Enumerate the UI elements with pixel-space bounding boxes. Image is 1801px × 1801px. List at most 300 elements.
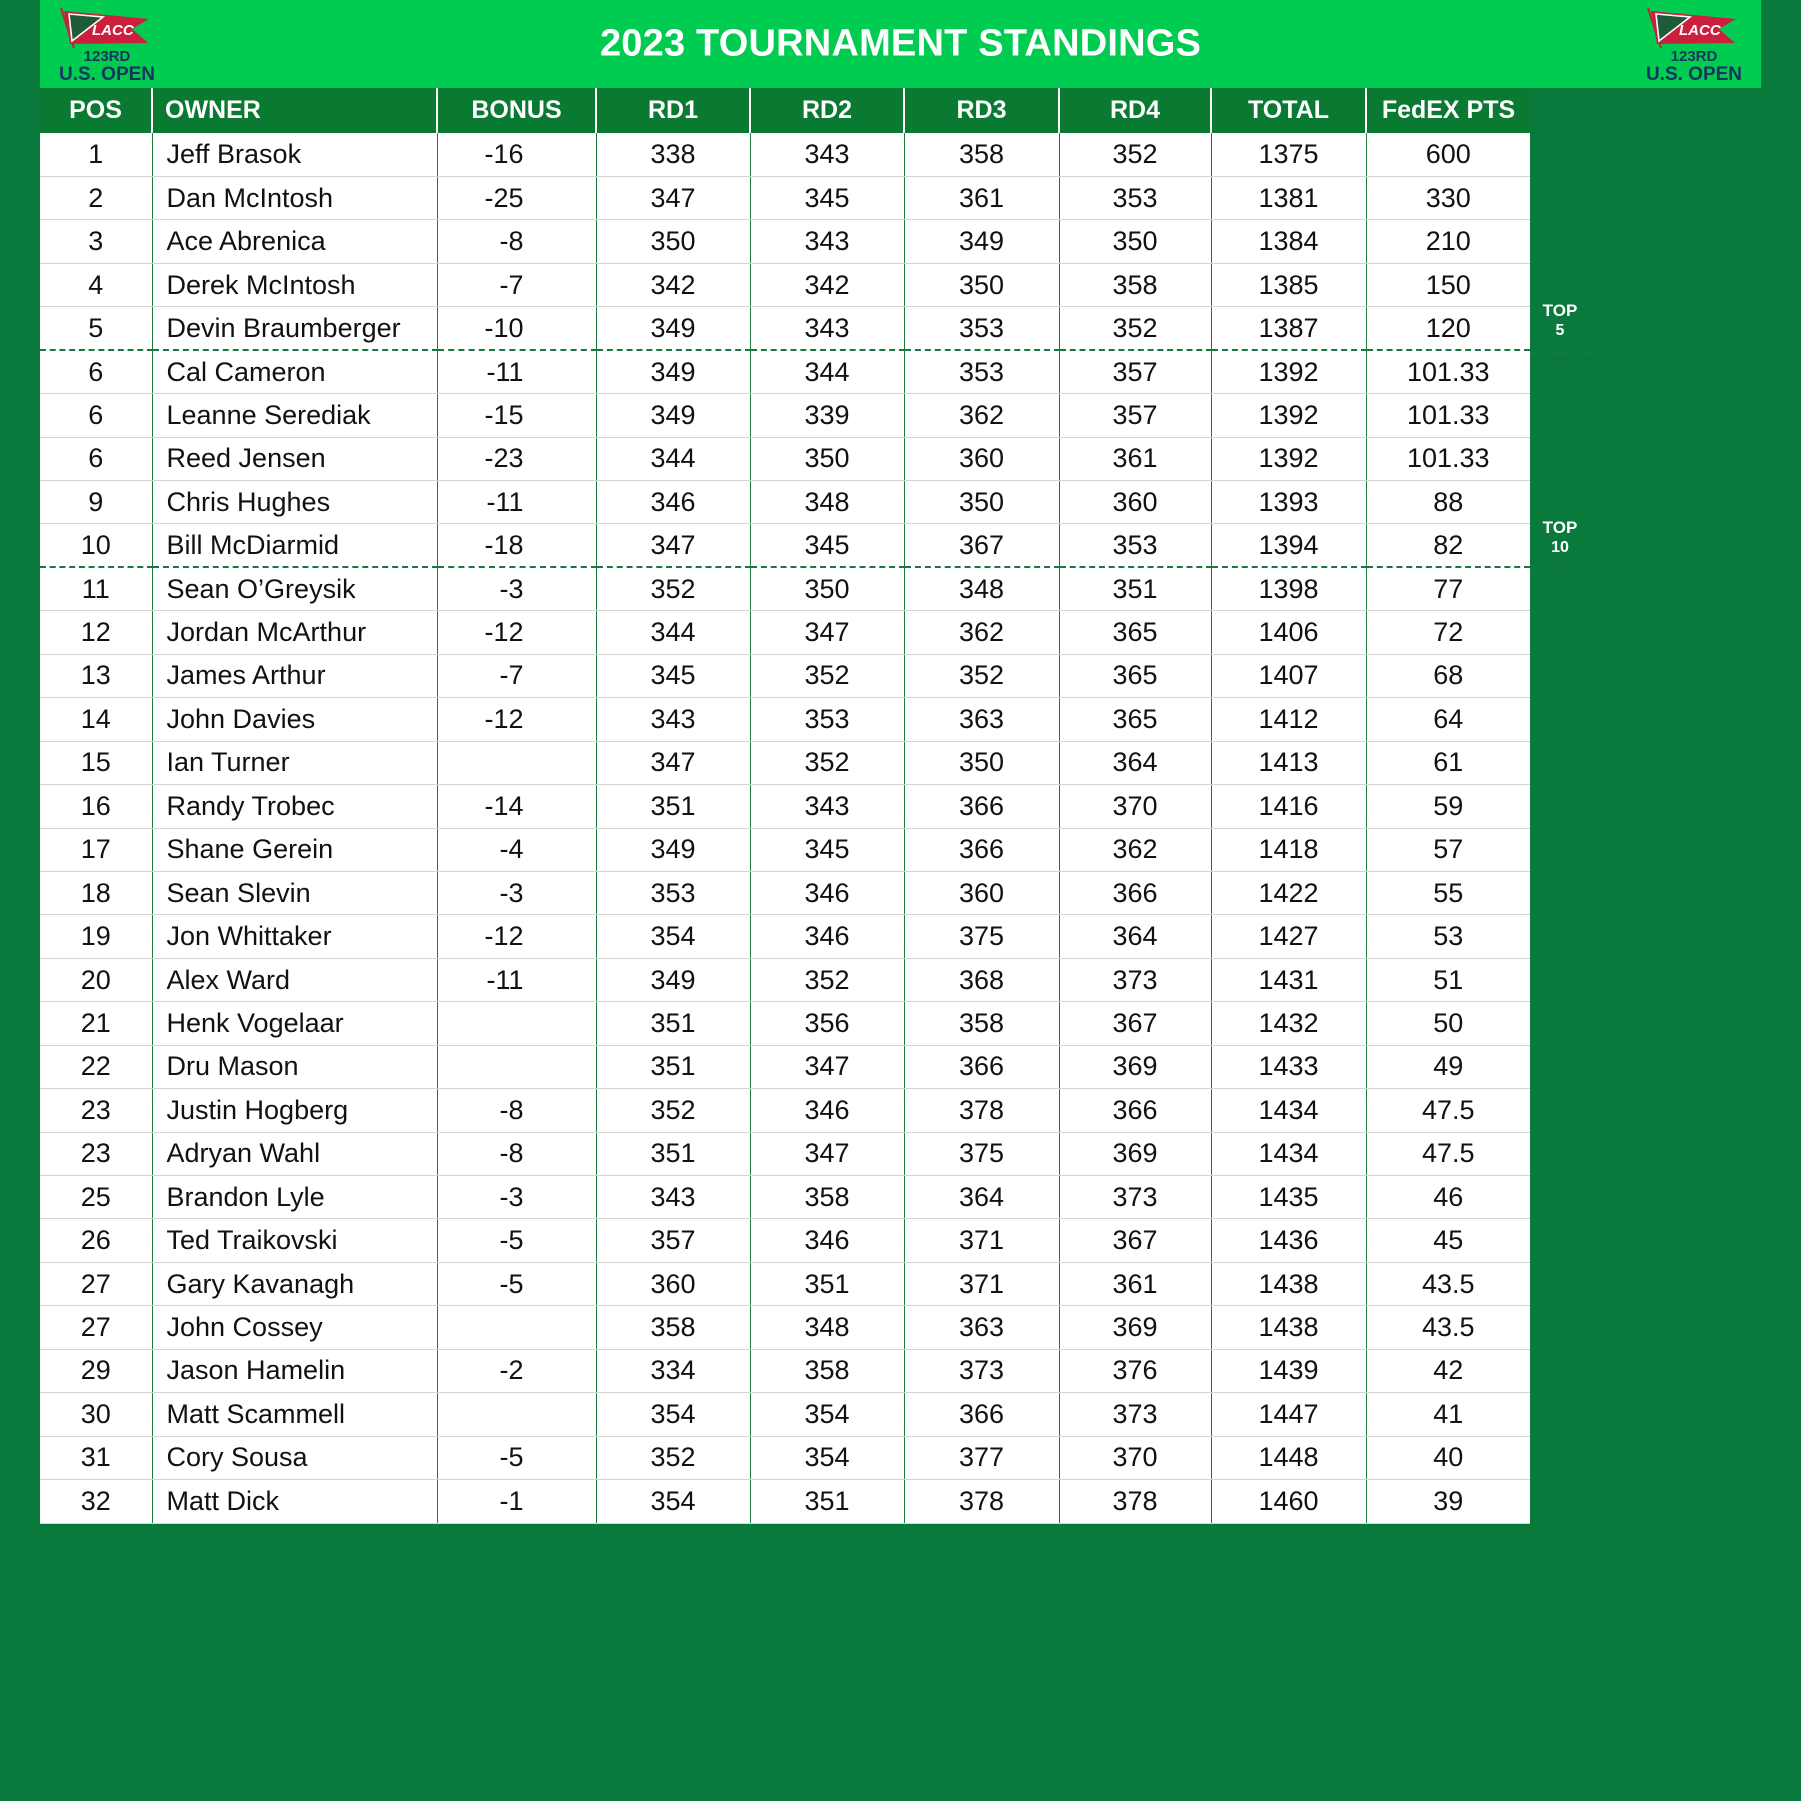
- cell-pos: 27: [40, 1262, 152, 1305]
- cell-rd3: 377: [904, 1436, 1059, 1479]
- cell-bonus: -12: [437, 698, 596, 741]
- cell-rd1: 351: [596, 1132, 750, 1175]
- table-row: [40, 741, 1530, 784]
- cell-total: 1384: [1211, 220, 1366, 263]
- cell-rd2: 342: [750, 263, 904, 306]
- lacc-logo-left: [48, 2, 166, 86]
- cell-pos: 6: [40, 394, 152, 437]
- cell-bonus: -18: [437, 524, 596, 567]
- cell-bonus: -11: [437, 481, 596, 524]
- cell-owner: Randy Trobec: [152, 785, 437, 828]
- cell-bonus: -15: [437, 394, 596, 437]
- cell-rd1: 347: [596, 524, 750, 567]
- cell-pos: 10: [40, 524, 152, 567]
- cell-total: 1460: [1211, 1480, 1366, 1523]
- cell-rd4: 350: [1059, 220, 1211, 263]
- cell-total: 1433: [1211, 1045, 1366, 1088]
- cell-fedex: 50: [1366, 1002, 1530, 1045]
- cell-fedex: 120: [1366, 307, 1530, 350]
- cell-bonus: -11: [437, 350, 596, 393]
- cell-rd3: 350: [904, 263, 1059, 306]
- cell-owner: Sean Slevin: [152, 871, 437, 914]
- cell-rd1: 349: [596, 828, 750, 871]
- cell-rd1: 344: [596, 611, 750, 654]
- cell-rd3: 373: [904, 1349, 1059, 1392]
- cell-rd2: 347: [750, 1132, 904, 1175]
- cell-owner: Jason Hamelin: [152, 1349, 437, 1392]
- cell-pos: 18: [40, 871, 152, 914]
- table-row: [40, 1349, 1530, 1392]
- table-row: [40, 698, 1530, 741]
- cell-rd4: 369: [1059, 1306, 1211, 1349]
- cell-fedex: 51: [1366, 958, 1530, 1001]
- cell-fedex: 150: [1366, 263, 1530, 306]
- cell-total: 1392: [1211, 437, 1366, 480]
- cell-rd2: 345: [750, 524, 904, 567]
- cell-rd1: 338: [596, 133, 750, 176]
- cell-pos: 4: [40, 263, 152, 306]
- cell-bonus: -23: [437, 437, 596, 480]
- table-row: [40, 958, 1530, 1001]
- cell-pos: 6: [40, 350, 152, 393]
- cell-total: 1393: [1211, 481, 1366, 524]
- cell-bonus: -14: [437, 785, 596, 828]
- cell-rd1: 351: [596, 785, 750, 828]
- standings-table: [40, 88, 1530, 1524]
- cell-rd1: 357: [596, 1219, 750, 1262]
- cell-pos: 27: [40, 1306, 152, 1349]
- cell-rd3: 368: [904, 958, 1059, 1001]
- cell-rd3: 367: [904, 524, 1059, 567]
- top-10-separator-extension: [1530, 569, 1590, 571]
- cell-rd4: 370: [1059, 785, 1211, 828]
- cell-pos: 22: [40, 1045, 152, 1088]
- table-row: [40, 915, 1530, 958]
- column-header-owner: OWNER: [152, 88, 437, 133]
- cell-rd4: 351: [1059, 567, 1211, 610]
- cell-pos: 21: [40, 1002, 152, 1045]
- cell-rd3: 366: [904, 828, 1059, 871]
- top-10-label-title: TOP: [1542, 518, 1578, 537]
- cell-rd4: 364: [1059, 741, 1211, 784]
- cell-fedex: 55: [1366, 871, 1530, 914]
- cell-owner: Matt Scammell: [152, 1393, 437, 1436]
- cell-rd2: 354: [750, 1436, 904, 1479]
- cell-rd4: 365: [1059, 611, 1211, 654]
- cell-owner: Adryan Wahl: [152, 1132, 437, 1175]
- cell-rd4: 365: [1059, 698, 1211, 741]
- cell-bonus: -5: [437, 1262, 596, 1305]
- table-row: [40, 611, 1530, 654]
- cell-rd1: 344: [596, 437, 750, 480]
- cell-owner: Cal Cameron: [152, 350, 437, 393]
- cell-bonus: -5: [437, 1436, 596, 1479]
- cell-rd3: 366: [904, 1045, 1059, 1088]
- cell-rd2: 348: [750, 1306, 904, 1349]
- table-row: [40, 220, 1530, 263]
- cell-rd4: 378: [1059, 1480, 1211, 1523]
- cell-rd4: 367: [1059, 1219, 1211, 1262]
- logo-edition-right: 123RD: [1670, 48, 1718, 65]
- cell-total: 1431: [1211, 958, 1366, 1001]
- cell-rd4: 353: [1059, 176, 1211, 219]
- cell-owner: Matt Dick: [152, 1480, 437, 1523]
- cell-fedex: 47.5: [1366, 1089, 1530, 1132]
- cell-rd4: 376: [1059, 1349, 1211, 1392]
- cell-rd1: 353: [596, 871, 750, 914]
- cell-rd2: 358: [750, 1176, 904, 1219]
- cell-bonus: [437, 1045, 596, 1088]
- standings-table-wrap: [40, 88, 1530, 1524]
- cell-fedex: 57: [1366, 828, 1530, 871]
- cell-total: 1435: [1211, 1176, 1366, 1219]
- cell-rd2: 345: [750, 176, 904, 219]
- cell-rd2: 343: [750, 785, 904, 828]
- cell-total: 1392: [1211, 350, 1366, 393]
- cell-total: 1385: [1211, 263, 1366, 306]
- cell-rd4: 353: [1059, 524, 1211, 567]
- cell-pos: 23: [40, 1089, 152, 1132]
- cell-fedex: 53: [1366, 915, 1530, 958]
- cell-pos: 20: [40, 958, 152, 1001]
- table-row: [40, 828, 1530, 871]
- cell-fedex: 210: [1366, 220, 1530, 263]
- cell-bonus: -3: [437, 567, 596, 610]
- cell-rd4: 366: [1059, 871, 1211, 914]
- cell-pos: 17: [40, 828, 152, 871]
- cell-owner: Leanne Serediak: [152, 394, 437, 437]
- cell-rd1: 354: [596, 915, 750, 958]
- cell-rd1: 343: [596, 1176, 750, 1219]
- cell-bonus: -4: [437, 828, 596, 871]
- cell-rd4: 369: [1059, 1045, 1211, 1088]
- cell-bonus: -25: [437, 176, 596, 219]
- standings-table-body: [40, 133, 1530, 1523]
- cell-owner: Jordan McArthur: [152, 611, 437, 654]
- cell-pos: 15: [40, 741, 152, 784]
- cell-rd1: 349: [596, 394, 750, 437]
- table-row: [40, 785, 1530, 828]
- cell-rd2: 352: [750, 654, 904, 697]
- cell-rd2: 343: [750, 220, 904, 263]
- cell-rd4: 364: [1059, 915, 1211, 958]
- cell-pos: 30: [40, 1393, 152, 1436]
- cell-pos: 16: [40, 785, 152, 828]
- cell-total: 1427: [1211, 915, 1366, 958]
- cell-owner: Ted Traikovski: [152, 1219, 437, 1262]
- table-row: [40, 1436, 1530, 1479]
- table-row: [40, 1219, 1530, 1262]
- cell-fedex: 101.33: [1366, 350, 1530, 393]
- table-row: [40, 654, 1530, 697]
- cell-pos: 5: [40, 307, 152, 350]
- cell-rd4: 373: [1059, 1176, 1211, 1219]
- cell-rd3: 371: [904, 1219, 1059, 1262]
- cell-fedex: 101.33: [1366, 437, 1530, 480]
- cell-rd1: 350: [596, 220, 750, 263]
- cell-rd3: 350: [904, 741, 1059, 784]
- cell-rd3: 361: [904, 176, 1059, 219]
- cell-owner: Dan McIntosh: [152, 176, 437, 219]
- cell-rd2: 344: [750, 350, 904, 393]
- table-row: [40, 1002, 1530, 1045]
- cell-rd2: 347: [750, 1045, 904, 1088]
- table-row: [40, 1262, 1530, 1305]
- cell-owner: Justin Hogberg: [152, 1089, 437, 1132]
- table-row: [40, 263, 1530, 306]
- cell-rd3: 358: [904, 133, 1059, 176]
- column-header-pos: POS: [40, 88, 152, 133]
- cell-owner: Reed Jensen: [152, 437, 437, 480]
- cell-pos: 32: [40, 1480, 152, 1523]
- cell-fedex: 61: [1366, 741, 1530, 784]
- cell-total: 1413: [1211, 741, 1366, 784]
- cell-bonus: -16: [437, 133, 596, 176]
- cell-total: 1434: [1211, 1089, 1366, 1132]
- cell-rd4: 360: [1059, 481, 1211, 524]
- cell-total: 1434: [1211, 1132, 1366, 1175]
- column-header-rd2: RD2: [750, 88, 904, 133]
- cell-pos: 14: [40, 698, 152, 741]
- cell-rd1: 346: [596, 481, 750, 524]
- svg-text:LACC: LACC: [92, 22, 134, 39]
- cell-pos: 3: [40, 220, 152, 263]
- cell-total: 1432: [1211, 1002, 1366, 1045]
- cell-rd1: 345: [596, 654, 750, 697]
- cell-rd3: 353: [904, 350, 1059, 393]
- table-row: [40, 1306, 1530, 1349]
- cell-rd2: 352: [750, 958, 904, 1001]
- cell-rd1: 347: [596, 176, 750, 219]
- cell-bonus: [437, 1393, 596, 1436]
- cell-rd2: 351: [750, 1262, 904, 1305]
- cell-rd3: 375: [904, 1132, 1059, 1175]
- cell-rd3: 362: [904, 611, 1059, 654]
- cell-bonus: -2: [437, 1349, 596, 1392]
- cell-rd1: 352: [596, 1089, 750, 1132]
- cell-rd2: 345: [750, 828, 904, 871]
- cell-rd4: 358: [1059, 263, 1211, 306]
- cell-rd3: 358: [904, 1002, 1059, 1045]
- column-header-rd1: RD1: [596, 88, 750, 133]
- table-row: [40, 567, 1530, 610]
- cell-rd4: 361: [1059, 1262, 1211, 1305]
- cell-rd2: 343: [750, 133, 904, 176]
- cell-owner: Brandon Lyle: [152, 1176, 437, 1219]
- cell-fedex: 88: [1366, 481, 1530, 524]
- cell-rd3: 348: [904, 567, 1059, 610]
- cell-rd1: 334: [596, 1349, 750, 1392]
- cell-pos: 11: [40, 567, 152, 610]
- table-row: [40, 1393, 1530, 1436]
- cell-pos: 1: [40, 133, 152, 176]
- table-row: [40, 1132, 1530, 1175]
- cell-total: 1436: [1211, 1219, 1366, 1262]
- cell-rd3: 363: [904, 1306, 1059, 1349]
- cell-rd1: 349: [596, 307, 750, 350]
- cell-rd4: 370: [1059, 1436, 1211, 1479]
- cell-fedex: 43.5: [1366, 1306, 1530, 1349]
- cell-bonus: [437, 1002, 596, 1045]
- cell-owner: Cory Sousa: [152, 1436, 437, 1479]
- cell-pos: 25: [40, 1176, 152, 1219]
- cell-rd2: 351: [750, 1480, 904, 1523]
- cell-rd2: 358: [750, 1349, 904, 1392]
- cell-bonus: -8: [437, 1089, 596, 1132]
- cell-rd1: 351: [596, 1002, 750, 1045]
- cell-bonus: -3: [437, 1176, 596, 1219]
- cell-total: 1392: [1211, 394, 1366, 437]
- table-row: [40, 1480, 1530, 1523]
- table-row: [40, 176, 1530, 219]
- page-title: 2023 TOURNAMENT STANDINGS: [599, 22, 1202, 65]
- cell-rd3: 363: [904, 698, 1059, 741]
- cell-rd4: 352: [1059, 133, 1211, 176]
- top-5-label: [1530, 300, 1590, 341]
- cell-owner: Jeff Brasok: [152, 133, 437, 176]
- table-row: [40, 394, 1530, 437]
- cell-fedex: 600: [1366, 133, 1530, 176]
- cell-pos: 29: [40, 1349, 152, 1392]
- cell-fedex: 40: [1366, 1436, 1530, 1479]
- cell-rd4: 373: [1059, 958, 1211, 1001]
- cell-owner: Sean O’Greysik: [152, 567, 437, 610]
- cell-rd3: 352: [904, 654, 1059, 697]
- cell-rd1: 352: [596, 1436, 750, 1479]
- cell-total: 1418: [1211, 828, 1366, 871]
- cell-fedex: 47.5: [1366, 1132, 1530, 1175]
- cell-total: 1394: [1211, 524, 1366, 567]
- cell-rd2: 346: [750, 871, 904, 914]
- column-header-total: TOTAL: [1211, 88, 1366, 133]
- cell-total: 1438: [1211, 1262, 1366, 1305]
- cell-bonus: [437, 1306, 596, 1349]
- cell-rd2: 348: [750, 481, 904, 524]
- cell-fedex: 64: [1366, 698, 1530, 741]
- column-header-rd4: RD4: [1059, 88, 1211, 133]
- cell-total: 1406: [1211, 611, 1366, 654]
- cell-rd1: 351: [596, 1045, 750, 1088]
- cell-pos: 2: [40, 176, 152, 219]
- cell-fedex: 101.33: [1366, 394, 1530, 437]
- cell-rd4: 367: [1059, 1002, 1211, 1045]
- cell-rd1: 354: [596, 1393, 750, 1436]
- cell-total: 1422: [1211, 871, 1366, 914]
- cell-rd3: 375: [904, 915, 1059, 958]
- cell-pos: 9: [40, 481, 152, 524]
- cell-rd4: 366: [1059, 1089, 1211, 1132]
- cell-fedex: 42: [1366, 1349, 1530, 1392]
- cell-rd3: 360: [904, 437, 1059, 480]
- cell-pos: 12: [40, 611, 152, 654]
- cell-rd2: 347: [750, 611, 904, 654]
- logo-event: U.S. OPEN: [58, 64, 156, 85]
- cell-rd3: 362: [904, 394, 1059, 437]
- cell-rd3: 378: [904, 1480, 1059, 1523]
- cell-rd2: 352: [750, 741, 904, 784]
- cell-total: 1412: [1211, 698, 1366, 741]
- cell-total: 1416: [1211, 785, 1366, 828]
- cell-rd2: 339: [750, 394, 904, 437]
- column-header-bonus: BONUS: [437, 88, 596, 133]
- cell-total: 1407: [1211, 654, 1366, 697]
- cell-fedex: 72: [1366, 611, 1530, 654]
- lacc-logo-right: [1635, 2, 1753, 86]
- right-margin-strip: [1530, 88, 1761, 1801]
- cell-pos: 31: [40, 1436, 152, 1479]
- cell-rd1: 360: [596, 1262, 750, 1305]
- cell-owner: James Arthur: [152, 654, 437, 697]
- cell-rd3: 364: [904, 1176, 1059, 1219]
- cell-total: 1438: [1211, 1306, 1366, 1349]
- cell-bonus: -7: [437, 263, 596, 306]
- cell-owner: Gary Kavanagh: [152, 1262, 437, 1305]
- column-header-rd3: RD3: [904, 88, 1059, 133]
- cell-fedex: 43.5: [1366, 1262, 1530, 1305]
- cell-pos: 23: [40, 1132, 152, 1175]
- cell-total: 1447: [1211, 1393, 1366, 1436]
- cell-fedex: 82: [1366, 524, 1530, 567]
- column-header-fedex: FedEX PTS: [1366, 88, 1530, 133]
- cell-pos: 26: [40, 1219, 152, 1262]
- cell-rd3: 360: [904, 871, 1059, 914]
- cell-rd1: 354: [596, 1480, 750, 1523]
- cell-rd4: 373: [1059, 1393, 1211, 1436]
- cell-rd1: 349: [596, 350, 750, 393]
- logo-event-right: U.S. OPEN: [1645, 64, 1743, 85]
- cell-fedex: 330: [1366, 176, 1530, 219]
- cell-owner: John Davies: [152, 698, 437, 741]
- cell-rd2: 353: [750, 698, 904, 741]
- table-row: [40, 350, 1530, 393]
- cell-fedex: 46: [1366, 1176, 1530, 1219]
- cell-bonus: -10: [437, 307, 596, 350]
- cell-bonus: -12: [437, 611, 596, 654]
- cell-rd2: 356: [750, 1002, 904, 1045]
- cell-bonus: -5: [437, 1219, 596, 1262]
- cell-rd2: 350: [750, 437, 904, 480]
- cell-rd1: 343: [596, 698, 750, 741]
- cell-owner: Henk Vogelaar: [152, 1002, 437, 1045]
- top-5-separator-extension: [1530, 352, 1590, 354]
- cell-bonus: -11: [437, 958, 596, 1001]
- cell-pos: 13: [40, 654, 152, 697]
- cell-total: 1448: [1211, 1436, 1366, 1479]
- cell-rd4: 352: [1059, 307, 1211, 350]
- cell-rd2: 346: [750, 915, 904, 958]
- table-row: [40, 307, 1530, 350]
- table-row: [40, 1176, 1530, 1219]
- cell-rd4: 365: [1059, 654, 1211, 697]
- table-row: [40, 437, 1530, 480]
- cell-owner: Ian Turner: [152, 741, 437, 784]
- cell-fedex: 41: [1366, 1393, 1530, 1436]
- cell-owner: Devin Braumberger: [152, 307, 437, 350]
- cell-rd3: 349: [904, 220, 1059, 263]
- header-banner: [40, 0, 1761, 88]
- cell-fedex: 45: [1366, 1219, 1530, 1262]
- cell-fedex: 49: [1366, 1045, 1530, 1088]
- cell-bonus: -7: [437, 654, 596, 697]
- cell-pos: 19: [40, 915, 152, 958]
- cell-fedex: 59: [1366, 785, 1530, 828]
- cell-rd1: 358: [596, 1306, 750, 1349]
- cell-bonus: [437, 741, 596, 784]
- cell-total: 1398: [1211, 567, 1366, 610]
- cell-bonus: -8: [437, 1132, 596, 1175]
- cell-total: 1439: [1211, 1349, 1366, 1392]
- cell-rd4: 361: [1059, 437, 1211, 480]
